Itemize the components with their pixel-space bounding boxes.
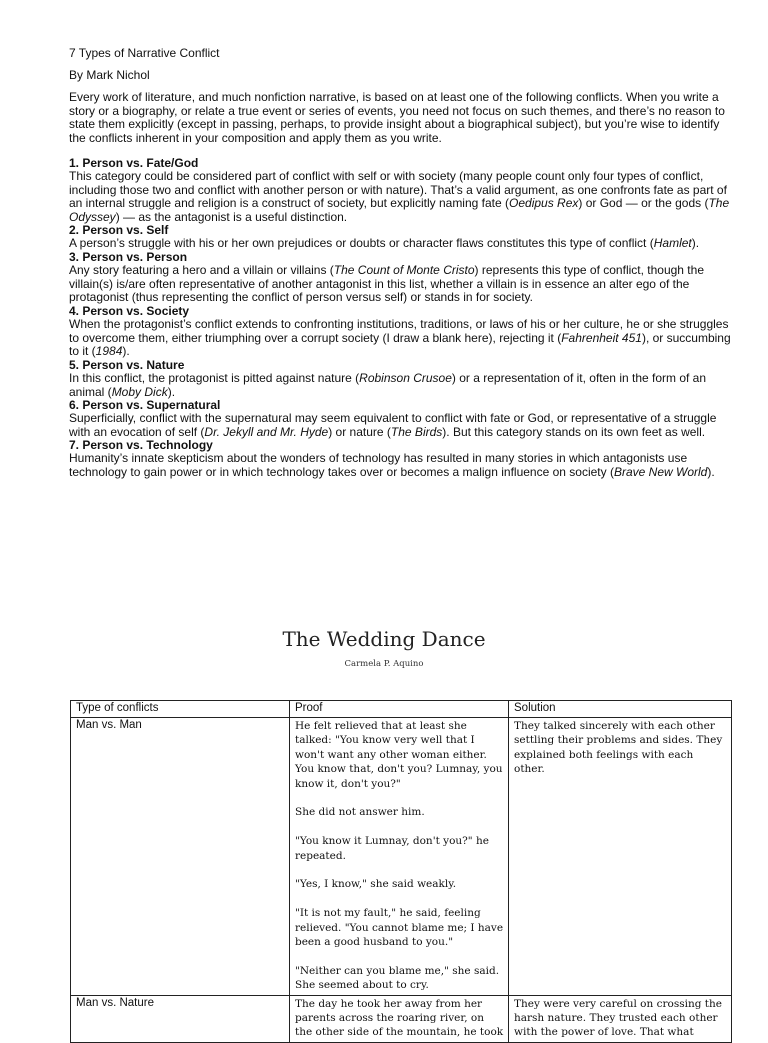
table-row bbox=[71, 718, 732, 996]
solution-cell bbox=[509, 718, 732, 996]
proof-paragraph: "You know it Lumnay, don't you?" he repeated. bbox=[295, 835, 489, 862]
table-header-solution: Solution bbox=[509, 701, 732, 718]
section-text: In this conflict, the protagonist is pitted against nature (Robinson Crusoe) or a representation of it, often in the form of an animal (Moby Dick). bbox=[69, 371, 707, 399]
proof-paragraph: The day he took her away from her parents across the roaring river, on the other side of the mountain, he took bbox=[295, 997, 504, 1039]
proof-paragraph: "Yes, I know," she said weakly. bbox=[295, 878, 457, 891]
section-heading: 7. Person vs. Technology bbox=[69, 438, 213, 452]
story-title: The Wedding Dance bbox=[282, 627, 486, 651]
proof-paragraph: He felt relieved that at least she talked: "You know very well that I won't want any other woman either. You know that, don't you? Lumnay, you know it, don't you?" bbox=[295, 720, 503, 790]
section-heading: 6. Person vs. Supernatural bbox=[69, 398, 221, 412]
table-header-proof: Proof bbox=[290, 701, 509, 718]
proof-paragraph: She did not answer him. bbox=[295, 806, 425, 819]
section-heading: 1. Person vs. Fate/God bbox=[69, 156, 199, 170]
section-text: When the protagonist’s conflict extends to confronting institutions, traditions, or laws of his or her culture, he or she struggles to overcome them, either triumphing over a corrupt society (I draw a blank here), rejecting it (Fahrenheit 451), or succumbing to it (1984). bbox=[69, 317, 731, 359]
solution-paragraph: They were very careful on crossing the harsh nature. They trusted each other with the power of love. That what bbox=[514, 997, 722, 1039]
section-text: Superficially, conflict with the supernatural may seem equivalent to conflict with fate or God, or representative of a struggle with an evocation of self (Dr. Jekyll and Mr. Hyde) or nature (The Birds). But this category stands on its own feet as well. bbox=[69, 411, 717, 439]
section-text: A person’s struggle with his or her own prejudices or doubts or character flaws constitutes this type of conflict (Hamlet). bbox=[69, 236, 700, 251]
conflict-type-cell: Man vs. Man bbox=[71, 718, 290, 996]
proof-paragraph: "Neither can you blame me," she said. She seemed about to cry. bbox=[295, 964, 500, 992]
section-technology bbox=[69, 439, 733, 479]
conflict-table bbox=[70, 700, 732, 1043]
story-author: Carmela P. Aquino bbox=[344, 659, 424, 669]
section-text: Humanity’s innate skepticism about the wonders of technology has resulted in many stories in which antagonists use technology to gain power or in which technology takes over or becomes a malign influence on society (Brave New World). bbox=[69, 451, 715, 479]
conflict-type-cell: Man vs. Nature bbox=[71, 995, 290, 1042]
table-row bbox=[71, 995, 732, 1042]
article-title: 7 Types of Narrative Conflict bbox=[69, 46, 220, 60]
proof-cell bbox=[290, 718, 509, 996]
proof-cell bbox=[290, 995, 509, 1042]
section-text: Any story featuring a hero and a villain or villains (The Count of Monte Cristo) represents this type of conflict, though the villain(s) is/are often representative of another antagonist in this list, whether a villain is in essence an alter ego of the protagonist (thus representing the conflict of person versus self) or stands in for society. bbox=[69, 263, 704, 305]
section-person bbox=[69, 251, 733, 305]
article-byline: By Mark Nichol bbox=[69, 68, 150, 82]
section-text: This category could be considered part of conflict with self or with society (many people count only four types of conflict, including those two and conflict with another person or with nature). That’s a valid argument, as one confronts fate as part of an internal struggle and religion is a construct of society, but explicitly naming fate (Oedipus Rex) or God — or the gods (The Odyssey) — as the antagonist is a useful distinction. bbox=[69, 169, 730, 224]
section-supernatural bbox=[69, 399, 733, 439]
table-header-row bbox=[71, 701, 732, 718]
section-heading: 3. Person vs. Person bbox=[69, 250, 188, 264]
section-self bbox=[69, 224, 733, 251]
proof-paragraph: "It is not my fault," he said, feeling relieved. "You cannot blame me; I have been a good husband to you." bbox=[295, 907, 504, 949]
section-fate-god bbox=[69, 157, 733, 224]
table-header-type: Type of conflicts bbox=[71, 701, 290, 718]
section-society bbox=[69, 305, 733, 359]
article-intro: Every work of literature, and much nonfiction narrative, is based on at least one of the following conflicts. When you write a story or a biography, or relate a true event or series of events, you need not focus on such themes, and there’s no reason to state them explicitly (except in passing, perhaps, to provide insight about a biographical subject), but you’re wise to identify the conflicts inherent in your composition and apply them as you write. bbox=[69, 90, 725, 145]
solution-cell bbox=[509, 995, 732, 1042]
solution-paragraph: They talked sincerely with each other settling their problems and sides. They explained both feelings with each other. bbox=[514, 720, 723, 776]
section-nature bbox=[69, 359, 733, 399]
section-heading: 2. Person vs. Self bbox=[69, 223, 169, 237]
section-heading: 5. Person vs. Nature bbox=[69, 358, 185, 372]
section-heading: 4. Person vs. Society bbox=[69, 304, 190, 318]
